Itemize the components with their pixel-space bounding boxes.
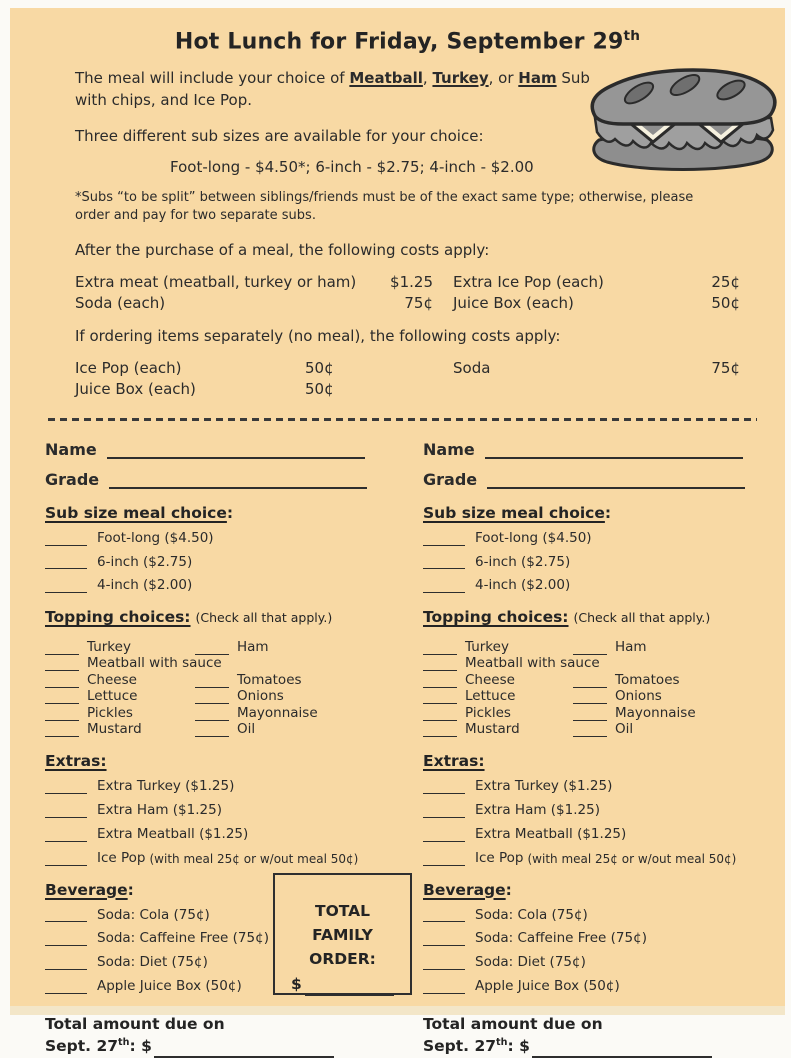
cost-row <box>453 359 740 377</box>
total-due-date <box>45 1036 152 1058</box>
cost-row-empty <box>453 380 740 398</box>
total-due-line1: Total amount due on <box>423 1015 603 1034</box>
page-title <box>75 28 740 54</box>
topping-cell <box>423 706 573 721</box>
checkbox-blank[interactable] <box>45 805 87 818</box>
checkbox-blank[interactable] <box>573 677 607 688</box>
total-due-date-text: Sept. 27 <box>423 1036 497 1055</box>
total-due-blank[interactable] <box>154 1040 334 1058</box>
option-label: Mustard <box>87 721 142 738</box>
sub-size-heading <box>423 504 779 522</box>
topping-cell <box>423 640 573 655</box>
option-label: Apple Juice Box (50¢) <box>475 978 620 995</box>
topping-row <box>423 688 779 705</box>
toppings-hint: (Check all that apply.) <box>195 610 333 626</box>
option-row <box>45 555 401 570</box>
topping-cell <box>573 640 779 655</box>
grade-label: Grade <box>45 469 100 489</box>
name-label: Name <box>45 439 97 459</box>
beverage-heading-text: Beverage <box>423 880 506 899</box>
checkbox-blank[interactable] <box>45 693 79 704</box>
topping-row <box>45 704 401 721</box>
topping-cell <box>45 706 195 721</box>
topping-cell <box>195 673 401 688</box>
checkbox-blank[interactable] <box>45 660 79 671</box>
topping-cell <box>45 689 195 704</box>
option-label: Turkey <box>465 638 509 655</box>
cost-label: Soda <box>453 358 491 377</box>
family-order-box <box>273 873 412 995</box>
sub-size-heading <box>45 504 401 522</box>
meal-costs-table <box>75 273 740 312</box>
topping-cell <box>45 640 195 655</box>
option-row <box>45 851 401 866</box>
option-note: (with meal 25¢ or w/out meal 50¢) <box>149 851 359 866</box>
total-due-block <box>423 1014 779 1058</box>
option-label: Ice Pop <box>97 849 146 866</box>
grade-label: Grade <box>423 469 478 489</box>
cost-label: Extra meat (meatball, turkey or ham) <box>75 272 357 291</box>
topping-cell <box>195 689 401 704</box>
checkbox-blank[interactable] <box>45 726 79 737</box>
option-label: 6-inch ($2.75) <box>475 553 571 570</box>
cost-row <box>75 294 453 312</box>
intro-post: Sub <box>556 69 590 88</box>
option-label: 4-inch ($2.00) <box>97 577 193 594</box>
toppings-hint: (Check all that apply.) <box>573 610 711 626</box>
topping-row <box>423 704 779 721</box>
topping-cell <box>573 706 779 721</box>
option-row <box>45 578 401 593</box>
cost-price: 75¢ <box>711 358 740 377</box>
checkbox-blank[interactable] <box>423 726 457 737</box>
toppings-heading <box>45 608 401 626</box>
option-label: Ham <box>237 638 269 655</box>
option-label: Soda: Caffeine Free (75¢) <box>475 930 647 947</box>
intro-ham: Ham <box>518 69 557 88</box>
option-label: Tomatoes <box>615 671 680 688</box>
cost-row <box>75 380 453 398</box>
option-label: Mustard <box>465 721 520 738</box>
option-label: Oil <box>237 721 256 738</box>
checkbox-blank[interactable] <box>45 853 87 866</box>
toppings-heading <box>423 608 779 626</box>
name-blank[interactable] <box>485 440 743 459</box>
checkbox-blank[interactable] <box>45 677 79 688</box>
option-label: Soda: Diet (75¢) <box>475 954 586 971</box>
checkbox-blank[interactable] <box>423 580 465 593</box>
topping-row <box>423 671 779 688</box>
name-field-row <box>423 440 779 459</box>
separate-costs-table <box>75 359 740 398</box>
option-row <box>45 827 401 842</box>
checkbox-blank[interactable] <box>423 957 465 970</box>
option-label: Oil <box>615 721 634 738</box>
grade-field-row <box>45 470 401 489</box>
total-due-line2 <box>45 1036 401 1058</box>
topping-row <box>45 655 401 672</box>
option-row <box>423 931 779 946</box>
cost-label: Ice Pop (each) <box>75 358 182 377</box>
option-label: 6-inch ($2.75) <box>97 553 193 570</box>
option-label: Lettuce <box>87 688 138 705</box>
checkbox-blank[interactable] <box>45 533 87 546</box>
option-label: Ice Pop <box>475 849 524 866</box>
name-field-row <box>45 440 401 459</box>
cost-price: 50¢ <box>305 379 334 398</box>
cost-price: 25¢ <box>711 272 740 291</box>
option-label: Meatball with sauce <box>87 655 222 672</box>
checkbox-blank[interactable] <box>423 829 465 842</box>
option-label: Onions <box>237 688 284 705</box>
checkbox-blank[interactable] <box>423 677 457 688</box>
checkbox-blank[interactable] <box>195 726 229 737</box>
cost-row <box>75 273 453 291</box>
family-order-line2: FAMILY <box>312 926 373 945</box>
checkbox-blank[interactable] <box>423 556 465 569</box>
option-row <box>423 851 779 866</box>
option-label: Lettuce <box>465 688 516 705</box>
topping-cell <box>423 689 573 704</box>
total-due-date <box>423 1036 530 1058</box>
topping-cell <box>45 673 195 688</box>
total-due-date-ordinal: th <box>118 1036 130 1048</box>
order-form-column <box>423 429 779 1058</box>
checkbox-blank[interactable] <box>573 693 607 704</box>
topping-cell <box>573 673 779 688</box>
scanned-flyer-page <box>10 8 785 1055</box>
intro-pre: The meal will include your choice of <box>75 69 350 88</box>
intro-sep2: , or <box>488 69 519 88</box>
grade-field-row <box>423 470 779 489</box>
extras-heading <box>45 752 401 770</box>
topping-cell <box>423 722 573 737</box>
family-order-line3: ORDER: <box>309 950 376 969</box>
toppings-grid <box>423 638 779 737</box>
option-row <box>423 979 779 994</box>
family-order-amount-blank[interactable] <box>305 979 394 996</box>
topping-cell <box>195 722 401 737</box>
cost-row <box>75 359 453 377</box>
option-label: Ham <box>615 638 647 655</box>
total-due-date-text: Sept. 27 <box>45 1036 119 1055</box>
checkbox-blank[interactable] <box>423 981 465 994</box>
checkbox-blank[interactable] <box>573 726 607 737</box>
extras-heading-text: Extras: <box>423 752 485 771</box>
sizes-pricing-text: Foot-long - $4.50*; 6-inch - $2.75; 4-inch - $2.00 <box>170 157 534 176</box>
option-label: Pickles <box>465 704 511 721</box>
checkbox-blank[interactable] <box>423 693 457 704</box>
topping-row <box>45 688 401 705</box>
option-row <box>423 803 779 818</box>
option-label: Onions <box>615 688 662 705</box>
extras-heading <box>423 752 779 770</box>
option-label: Tomatoes <box>237 671 302 688</box>
checkbox-blank[interactable] <box>45 781 87 794</box>
cost-label: Extra Ice Pop (each) <box>453 272 604 291</box>
total-due-line2 <box>423 1036 779 1058</box>
topping-cell <box>195 706 401 721</box>
option-row <box>423 578 779 593</box>
option-label: Mayonnaise <box>615 704 696 721</box>
beverage-heading-colon: : <box>505 880 512 899</box>
checkbox-blank[interactable] <box>45 580 87 593</box>
checkbox-blank[interactable] <box>423 909 465 922</box>
checkbox-blank[interactable] <box>573 710 607 721</box>
option-label: Extra Ham ($1.25) <box>97 802 222 819</box>
checkbox-blank[interactable] <box>45 957 87 970</box>
option-note: (with meal 25¢ or w/out meal 50¢) <box>527 851 737 866</box>
topping-cell <box>573 722 779 737</box>
option-row <box>423 779 779 794</box>
option-label: Turkey <box>87 638 131 655</box>
checkbox-blank[interactable] <box>423 710 457 721</box>
option-label: Cheese <box>87 671 137 688</box>
topping-cell <box>45 722 195 737</box>
sub-size-heading-colon: : <box>226 503 234 522</box>
checkbox-blank[interactable] <box>45 644 79 655</box>
page-title-text: Hot Lunch for Friday, September 29 <box>174 29 624 55</box>
option-label: Cheese <box>465 671 515 688</box>
topping-row <box>45 671 401 688</box>
topping-cell <box>423 656 779 671</box>
cost-price: 50¢ <box>711 293 740 312</box>
topping-row <box>45 721 401 738</box>
sub-size-heading-text: Sub size meal choice <box>423 503 605 522</box>
cost-price: 50¢ <box>305 358 334 377</box>
option-label: Extra Turkey ($1.25) <box>475 778 613 795</box>
option-label: Soda: Cola (75¢) <box>475 906 588 923</box>
checkbox-blank[interactable] <box>423 660 457 671</box>
total-due-line1: Total amount due on <box>45 1015 225 1034</box>
option-label: 4-inch ($2.00) <box>475 577 571 594</box>
option-label: Soda: Diet (75¢) <box>97 954 208 971</box>
topping-cell <box>573 689 779 704</box>
option-label: Mayonnaise <box>237 704 318 721</box>
option-row <box>423 555 779 570</box>
topping-cell <box>423 673 573 688</box>
checkbox-blank[interactable] <box>423 933 465 946</box>
checkbox-blank[interactable] <box>423 853 465 866</box>
checkbox-blank[interactable] <box>423 781 465 794</box>
separate-costs-heading: If ordering items separately (no meal), the following costs apply: <box>75 326 561 345</box>
option-label: Foot-long ($4.50) <box>97 529 214 546</box>
option-label: Pickles <box>87 704 133 721</box>
option-label: Extra Turkey ($1.25) <box>97 778 235 795</box>
sub-size-heading-text: Sub size meal choice <box>45 503 227 522</box>
toppings-grid <box>45 638 401 737</box>
family-order-amount-row <box>275 972 410 996</box>
topping-row <box>423 655 779 672</box>
checkbox-blank[interactable] <box>195 644 229 655</box>
cost-price: $1.25 <box>390 272 433 291</box>
option-label: Extra Ham ($1.25) <box>475 802 600 819</box>
option-row <box>423 531 779 546</box>
cost-label: Soda (each) <box>75 293 166 312</box>
sizes-lead-text: Three different sub sizes are available for your choice: <box>75 126 484 145</box>
topping-cell <box>195 640 401 655</box>
topping-row <box>423 721 779 738</box>
checkbox-blank[interactable] <box>195 710 229 721</box>
checkbox-blank[interactable] <box>195 693 229 704</box>
option-label: Extra Meatball ($1.25) <box>97 825 249 842</box>
page-title-ordinal: th <box>623 28 641 44</box>
extras-heading-text: Extras: <box>45 752 107 771</box>
name-blank[interactable] <box>107 440 365 459</box>
toppings-heading-text: Topping choices: <box>45 608 191 627</box>
cost-row <box>453 294 740 312</box>
sub-size-heading-colon: : <box>604 503 612 522</box>
intro-sep1: , <box>422 69 433 88</box>
topping-row <box>423 638 779 655</box>
checkbox-blank[interactable] <box>573 644 607 655</box>
topping-cell <box>45 656 401 671</box>
cost-price: 75¢ <box>404 293 433 312</box>
option-row <box>45 531 401 546</box>
checkbox-blank[interactable] <box>423 805 465 818</box>
checkbox-blank[interactable] <box>423 533 465 546</box>
dollar-sign-label: $ <box>291 975 302 994</box>
name-label: Name <box>423 439 475 459</box>
option-row <box>423 955 779 970</box>
total-due-date-ordinal: th <box>496 1036 508 1048</box>
checkbox-blank[interactable] <box>45 556 87 569</box>
meal-costs-heading: After the purchase of a meal, the following costs apply: <box>75 240 490 259</box>
family-order-line1: TOTAL <box>315 902 370 920</box>
checkbox-blank[interactable] <box>45 909 87 922</box>
option-label: Meatball with sauce <box>465 655 600 672</box>
total-due-dollar: : $ <box>129 1036 152 1055</box>
split-subs-note: *Subs “to be split” between siblings/friends must be of the exact same type; otherwise, please order and pay for two separate subs. <box>75 189 694 224</box>
beverage-heading <box>423 881 779 899</box>
beverage-heading-colon: : <box>127 880 134 899</box>
toppings-heading-text: Topping choices: <box>423 608 569 627</box>
intro-meatball: Meatball <box>349 69 423 88</box>
grade-blank[interactable] <box>109 470 367 489</box>
cost-label: Juice Box (each) <box>453 293 574 312</box>
cost-row <box>453 273 740 291</box>
grade-blank[interactable] <box>487 470 745 489</box>
cost-label: Juice Box (each) <box>75 379 196 398</box>
option-label: Soda: Caffeine Free (75¢) <box>97 930 269 947</box>
option-row <box>45 803 401 818</box>
beverage-heading-text: Beverage <box>45 880 128 899</box>
checkbox-blank[interactable] <box>45 933 87 946</box>
option-row <box>423 827 779 842</box>
checkbox-blank[interactable] <box>45 981 87 994</box>
option-row <box>45 779 401 794</box>
total-due-dollar: : $ <box>507 1036 530 1055</box>
sub-sandwich-image <box>582 62 784 174</box>
checkbox-blank[interactable] <box>45 710 79 721</box>
intro-line-2: with chips, and Ice Pop. <box>75 91 253 110</box>
option-label: Foot-long ($4.50) <box>475 529 592 546</box>
option-label: Soda: Cola (75¢) <box>97 906 210 923</box>
total-due-block <box>45 1014 401 1058</box>
total-due-blank[interactable] <box>532 1040 712 1058</box>
option-label: Extra Meatball ($1.25) <box>475 825 627 842</box>
checkbox-blank[interactable] <box>45 829 87 842</box>
intro-turkey: Turkey <box>432 69 489 88</box>
option-label: Apple Juice Box (50¢) <box>97 978 242 995</box>
checkbox-blank[interactable] <box>423 644 457 655</box>
topping-row <box>45 638 401 655</box>
option-row <box>423 908 779 923</box>
checkbox-blank[interactable] <box>195 677 229 688</box>
